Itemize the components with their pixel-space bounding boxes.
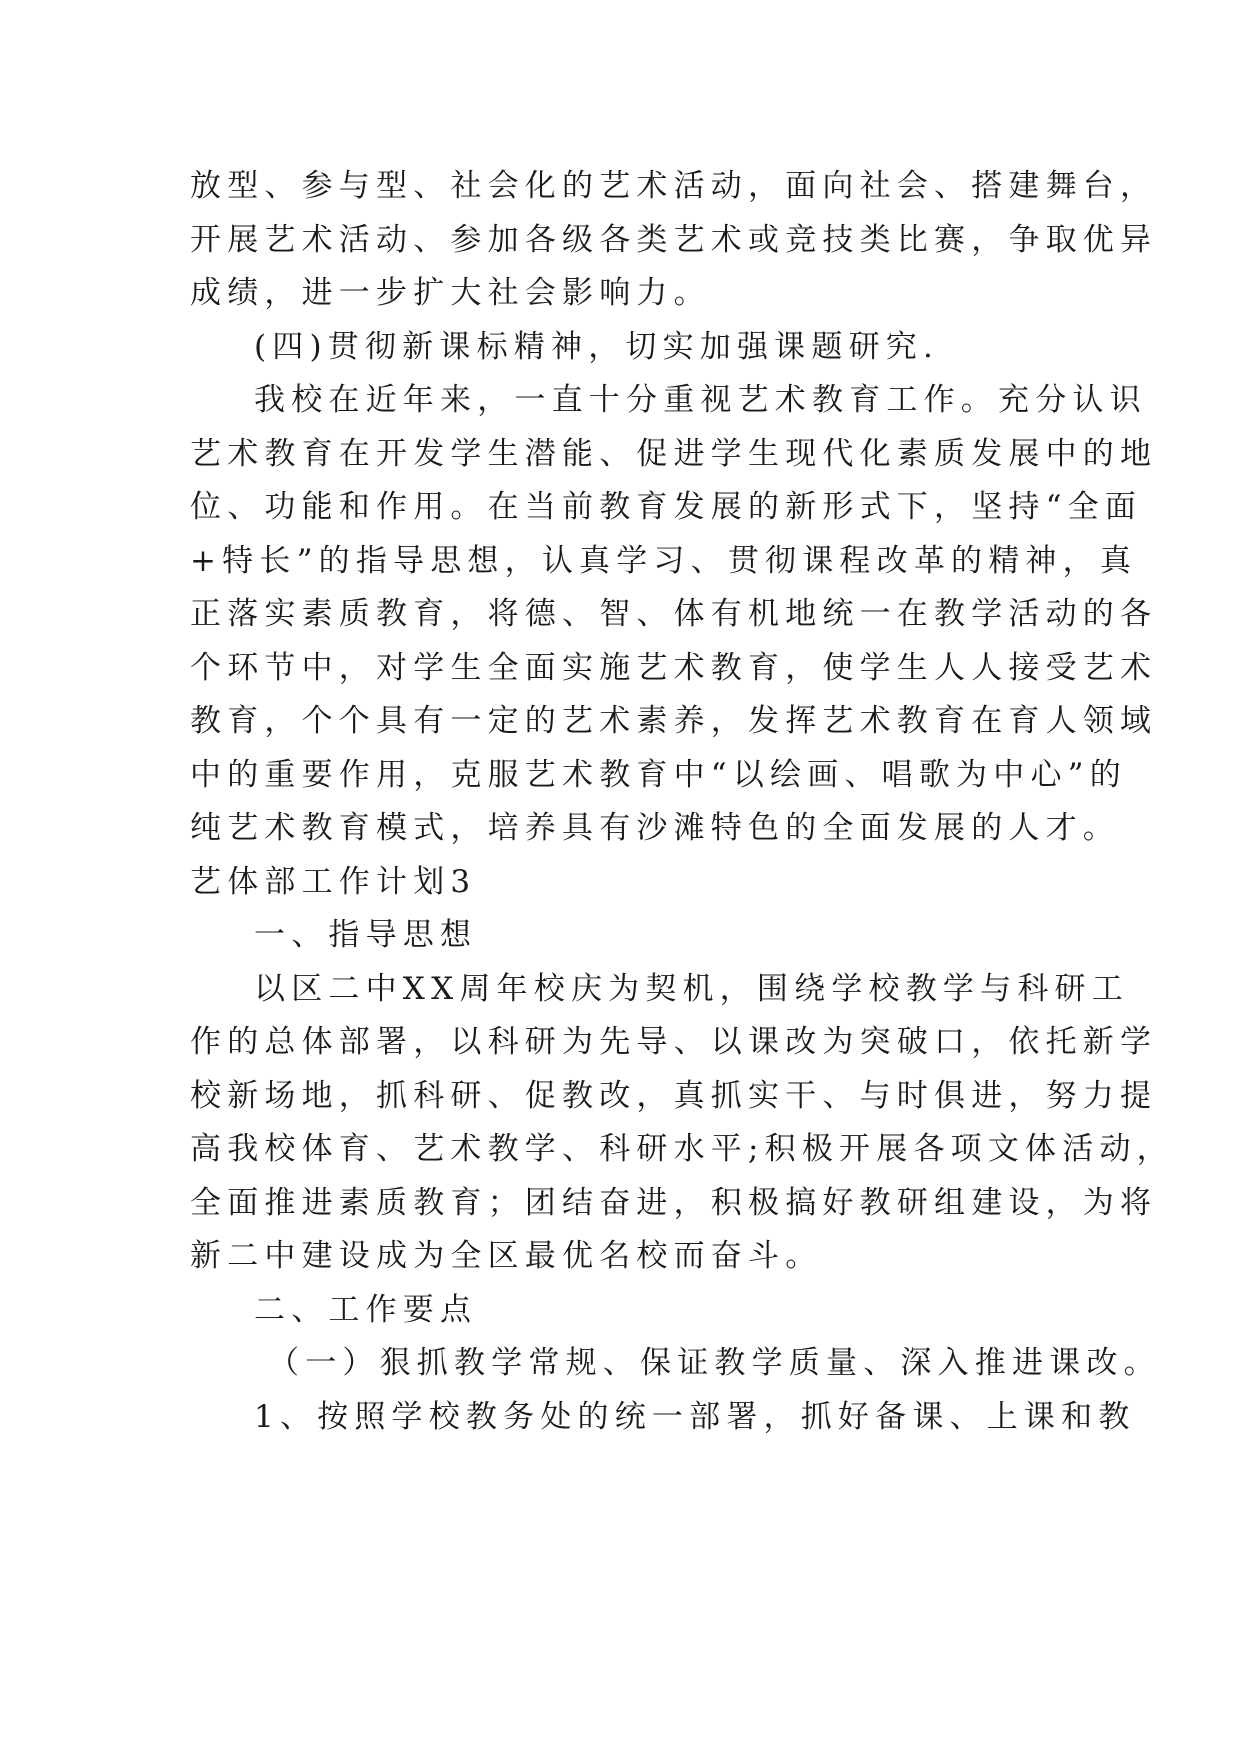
- document-subtitle: 艺体部工作计划3: [190, 863, 477, 900]
- text-line: 新二中建设成为全区最优名校而奋斗。: [190, 1238, 823, 1274]
- text-line: 教育，个个具有一定的艺术素养，发挥艺术教育在育人领域: [190, 703, 1158, 739]
- text-line: 艺术教育在开发学生潜能、促进学生现代化素质发展中的地: [190, 435, 1158, 472]
- text-line: 位、功能和作用。在当前教育发展的新形式下，坚持“全面: [190, 489, 1143, 525]
- text-line: 成绩，进一步扩大社会影响力。: [190, 275, 711, 311]
- text-line: 个环节中，对学生全面实施艺术教育，使学生人人接受艺术: [190, 649, 1158, 686]
- subsection-heading: （一）狠抓教学常规、保证教学质量、深入推进课改。: [268, 1345, 1161, 1381]
- text-line: 全面推进素质教育；团结奋进，积极搞好教研组建设，为将: [190, 1184, 1158, 1221]
- text-line: +特长”的指导思想，认真学习、贯彻课程改革的精神，真: [190, 542, 1138, 579]
- document-body: [190, 160, 1174, 1444]
- text-line: 1、按照学校教务处的统一部署，抓好备课、上课和教: [254, 1398, 1136, 1435]
- text-line: 正落实素质教育，将德、智、体有机地统一在教学活动的各: [190, 596, 1158, 632]
- section-heading: (四)贯彻新课标精神，切实加强课题研究.: [254, 328, 940, 365]
- section-heading: 二、工作要点: [254, 1291, 478, 1328]
- section-heading: 一、指导思想: [254, 917, 478, 953]
- text-line: 中的重要作用，克服艺术教育中“以绘画、唱歌为中心”的: [190, 756, 1127, 793]
- text-line: 开展艺术活动、参加各级各类艺术或竞技类比赛，争取优异: [190, 221, 1158, 258]
- text-line: 高我校体育、艺术教学、科研水平;积极开展各项文体活动，: [190, 1131, 1174, 1167]
- text-line: 以区二中XX周年校庆为契机，围绕学校教学与科研工: [254, 970, 1129, 1007]
- text-line: 校新场地，抓科研、促教改，真抓实干、与时俱进，努力提: [190, 1077, 1158, 1114]
- text-line: 作的总体部署，以科研为先导、以课改为突破口，依托新学: [190, 1024, 1158, 1060]
- text-line: 纯艺术教育模式，培养具有沙滩特色的全面发展的人才。: [190, 810, 1120, 846]
- text-line: 放型、参与型、社会化的艺术活动，面向社会、搭建舞台，: [190, 168, 1158, 204]
- text-line: 我校在近年来，一直十分重视艺术教育工作。充分认识: [254, 382, 1147, 418]
